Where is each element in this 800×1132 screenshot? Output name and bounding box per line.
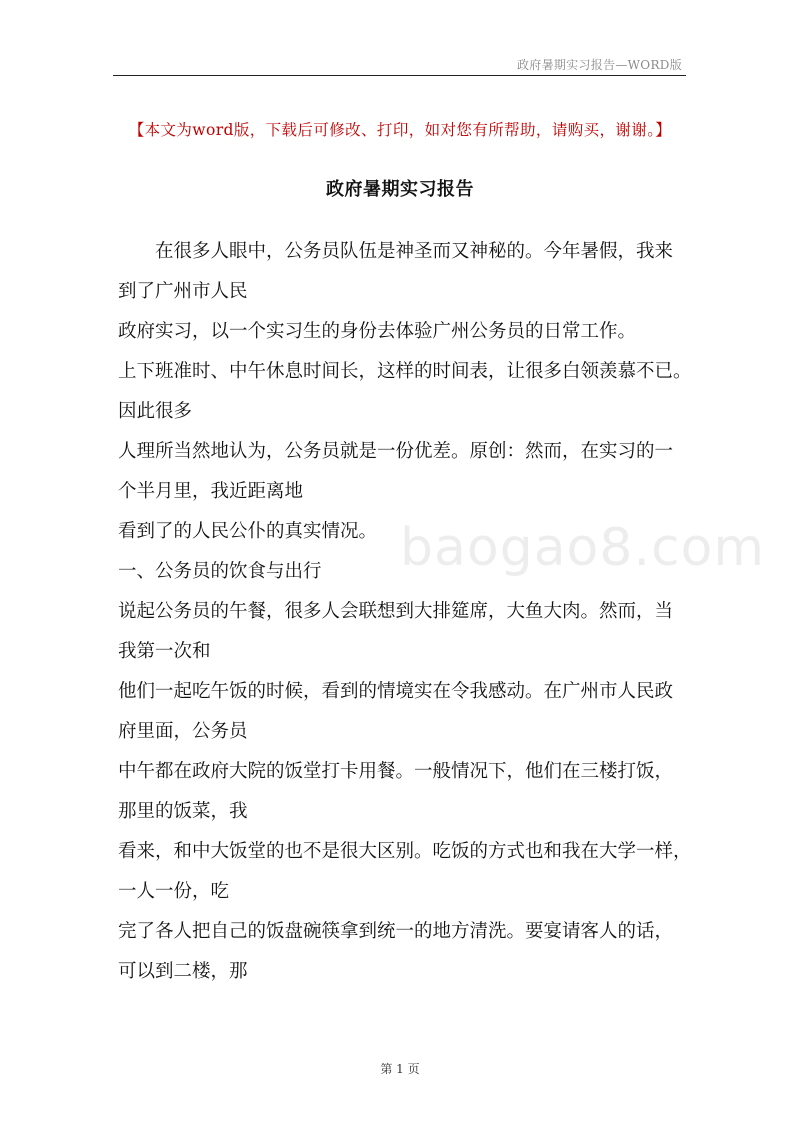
download-notice: 【本文为word版，下载后可修改、打印，如对您有所帮助，请购买，谢谢。】 [128,121,672,139]
section-heading: 一、公务员的饮食与出行 [118,561,322,582]
body-line: 个半月里，我近距离地 [118,481,304,502]
body-line: 人理所当然地认为，公务员就是一份优差。原创：然而，在实习的一 [118,441,674,462]
body-line: 我第一次和 [118,641,211,662]
body-line: 政府实习，以一个实习生的身份去体验广州公务员的日常工作。 [118,321,637,342]
body-line: 看来，和中大饭堂的也不是很大区别。吃饭的方式也和我在大学一样， [118,841,692,862]
body-line: 中午都在政府大院的饭堂打卡用餐。一般情况下，他们在三楼打饭， [118,761,674,782]
body-line: 在很多人眼中，公务员队伍是神圣而又神秘的。今年暑假，我来 [155,241,674,262]
body-line: 完了各人把自己的饭盘碗筷拿到统一的地方清洗。要宴请客人的话， [118,921,674,942]
body-line: 那里的饭菜，我 [118,801,248,822]
body-line: 可以到二楼，那 [118,961,248,982]
document-title: 政府暑期实习报告 [326,179,474,200]
header-divider [113,75,686,76]
body-line: 府里面，公务员 [118,721,248,742]
body-line: 一人一份，吃 [118,881,230,902]
page-number: 第 1 页 [380,1062,420,1076]
running-header: 政府暑期实习报告—WORD版 [516,58,682,72]
body-line: 看到了的人民公仆的真实情况。 [118,521,378,542]
body-line: 说起公务员的午餐，很多人会联想到大排筵席，大鱼大肉。然而，当 [118,601,674,622]
body-line: 因此很多 [118,401,193,422]
document-body [118,232,692,992]
body-line: 到了广州市人民 [118,281,248,302]
body-line: 他们一起吃午饭的时候，看到的情境实在令我感动。在广州市人民政 [118,681,674,702]
body-line: 上下班准时、中午休息时间长，这样的时间表，让很多白领羡慕不已。 [118,361,692,382]
watermark-text: baogao8.com [400,518,766,578]
